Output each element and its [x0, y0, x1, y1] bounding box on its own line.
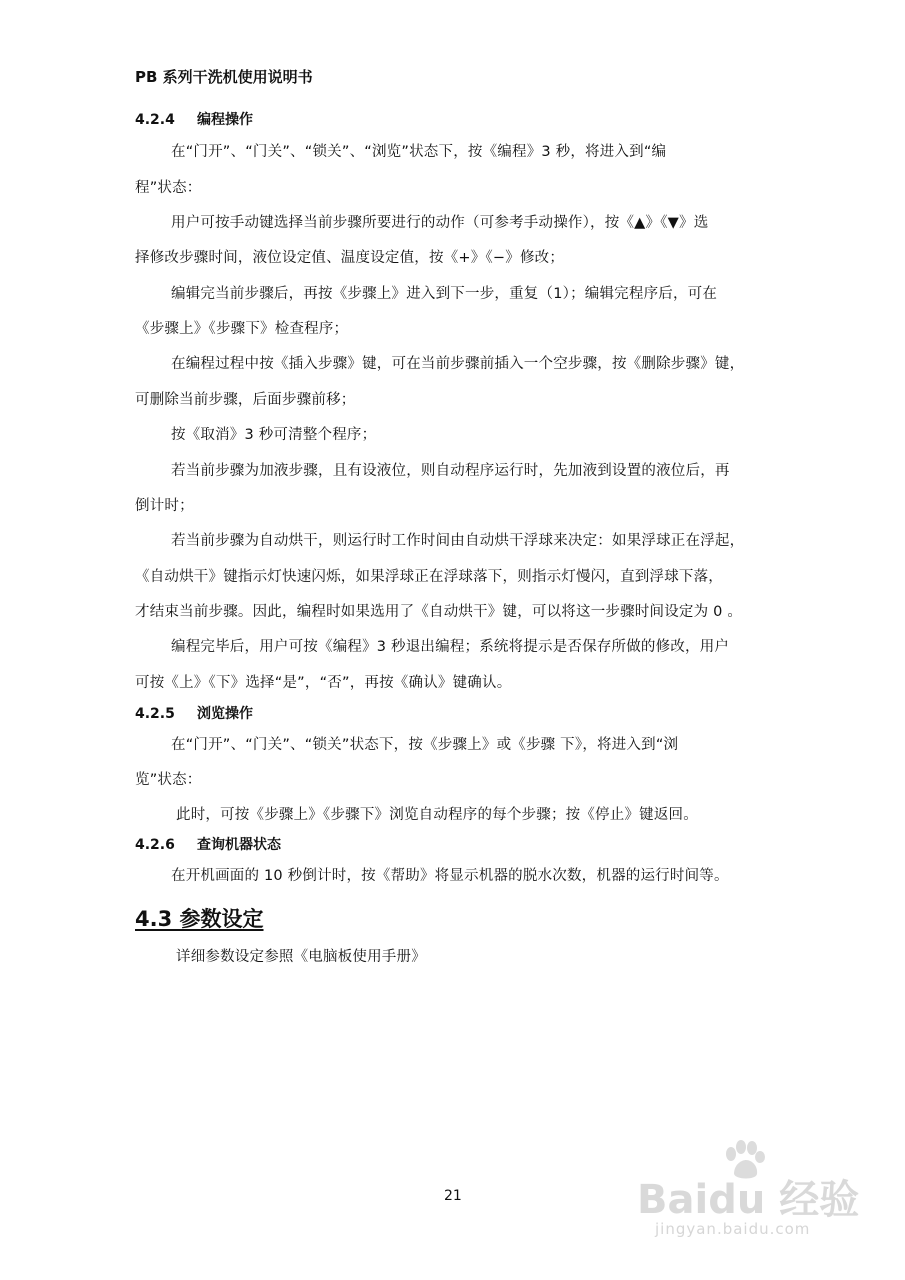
- paragraph-line: 在编程过程中按《插入步骤》键，可在当前步骤前插入一个空步骤，按《删除步骤》键，: [171, 356, 745, 372]
- paragraph-line: 倒计时；: [135, 498, 194, 514]
- watermark-logo: Baidu 经验: [637, 1177, 860, 1223]
- section-number: 4.2.5: [135, 706, 175, 722]
- paragraph-line: 在“门开”、“门关”、“锁关”、“浏览”状态下，按《编程》3 秒，将进入到“编: [171, 144, 667, 160]
- paragraph-line: 按《取消》3 秒可清整个程序；: [171, 427, 377, 443]
- section-heading-4-2-5: [135, 703, 253, 723]
- paragraph-line: 若当前步骤为自动烘干，则运行时工作时间由自动烘干浮球来决定：如果浮球正在浮起，: [171, 533, 745, 549]
- section-title: 查询机器状态: [197, 837, 281, 853]
- paragraph-line: 《自动烘干》键指示灯快速闪烁，如果浮球正在浮球落下，则指示灯慢闪，直到浮球下落，: [135, 569, 723, 585]
- paragraph-line: 此时，可按《步骤上》《步骤下》浏览自动程序的每个步骤；按《停止》键返回。: [176, 807, 698, 823]
- section-title: 浏览操作: [197, 706, 253, 722]
- paragraph-line: 编辑完当前步骤后，再按《步骤上》进入到下一步，重复（1）；编辑完程序后，可在: [171, 286, 718, 302]
- paragraph-line: 才结束当前步骤。因此，编程时如果选用了《自动烘干》键，可以将这一步骤时间设定为 0 。: [135, 604, 743, 620]
- paragraph-line: 用户可按手动键选择当前步骤所要进行的动作（可参考手动操作），按《▲》《▼》选: [171, 215, 709, 231]
- section-number: 4.2.4: [135, 112, 175, 128]
- paragraph-line: 在“门开”、“门关”、“锁关”状态下，按《步骤上》或《步骤 下》，将进入到“浏: [171, 737, 679, 753]
- paragraph-line: 可删除当前步骤，后面步骤前移；: [135, 392, 356, 408]
- paragraph-line: 若当前步骤为加液步骤，且有设液位，则自动程序运行时，先加液到设置的液位后，再: [171, 463, 730, 479]
- baidu-jingyan-watermark: [637, 1140, 877, 1250]
- section-heading-4-2-6: [135, 834, 281, 854]
- paragraph-line: 可按《上》《下》选择“是”，“否”，再按《确认》键确认。: [135, 675, 512, 691]
- paragraph-line: 详细参数设定参照《电脑板使用手册》: [176, 949, 426, 965]
- section-title: 编程操作: [197, 112, 253, 128]
- chapter-heading-4-3: 4.3 参数设定: [135, 907, 264, 931]
- watermark-url: jingyan.baidu.com: [655, 1220, 811, 1238]
- paragraph-line: 《步骤上》《步骤下》检查程序；: [135, 321, 349, 337]
- document-header: PB 系列干洗机使用说明书: [135, 68, 313, 86]
- paragraph-line: 程”状态：: [135, 180, 202, 196]
- paragraph-line: 择修改步骤时间，液位设定值、温度设定值，按《+》《−》修改；: [135, 250, 565, 266]
- paragraph-line: 在开机画面的 10 秒倒计时，按《帮助》将显示机器的脱水次数，机器的运行时间等。: [171, 868, 729, 884]
- paragraph-line: 览”状态：: [135, 772, 202, 788]
- section-heading-4-2-4: [135, 109, 253, 129]
- page-number: 21: [444, 1188, 462, 1204]
- section-number: 4.2.6: [135, 837, 175, 853]
- paragraph-line: 编程完毕后，用户可按《编程》3 秒退出编程；系统将提示是否保存所做的修改，用户: [171, 639, 730, 655]
